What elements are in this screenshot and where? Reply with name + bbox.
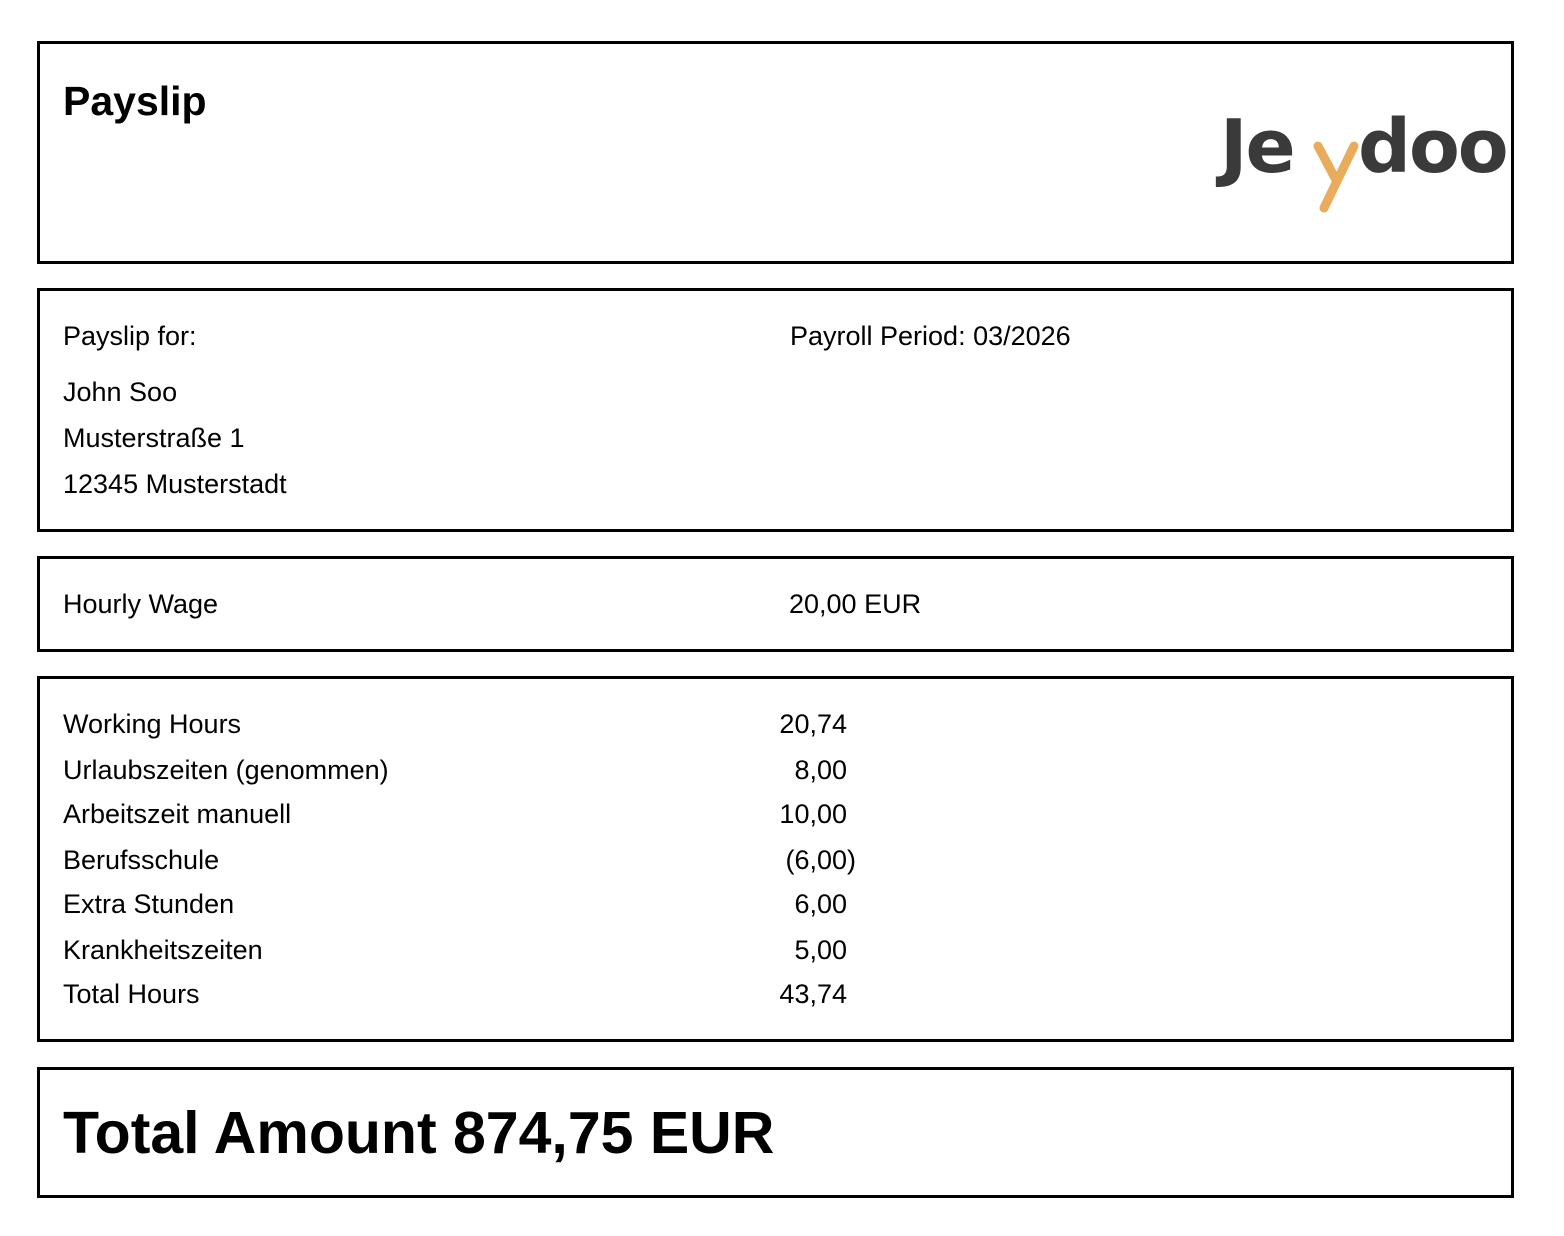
hours-breakdown — [37, 676, 1514, 1042]
hours-row-value: 5,00 — [794, 935, 847, 965]
hours-row-label: Krankheitszeiten — [63, 935, 263, 965]
hours-row-value: (6,00) — [785, 845, 856, 875]
company-logo — [1200, 84, 1507, 224]
svg-text:Je: Je — [1220, 104, 1294, 190]
payslip-for-label: Payslip for: — [63, 321, 197, 351]
hours-row-label: Extra Stunden — [63, 889, 235, 919]
employee-street: Musterstraße 1 — [63, 423, 245, 453]
hours-row-value: 20,74 — [779, 709, 847, 739]
payroll-period: Payroll Period: 03/2026 — [790, 321, 1071, 351]
employee-city: 12345 Musterstadt — [63, 469, 287, 499]
employee-name: John Soo — [63, 377, 178, 407]
hours-row-value: 6,00 — [794, 889, 847, 919]
hourly-wage-section — [37, 556, 1514, 652]
hours-row-value: 10,00 — [779, 799, 847, 829]
hours-row-label: Berufsschule — [63, 845, 220, 875]
total-hours-label: Total Hours — [63, 979, 200, 1009]
total-amount: Total Amount 874,75 EUR — [63, 1100, 775, 1166]
hourly-wage-value: 20,00 EUR — [789, 589, 922, 619]
svg-text:doo: doo — [1358, 104, 1507, 190]
document-title: Payslip — [63, 78, 207, 124]
hours-row-label: Working Hours — [63, 709, 242, 739]
hours-row-value: 8,00 — [794, 755, 847, 785]
employee-info — [37, 288, 1514, 532]
total-hours-value: 43,74 — [779, 979, 847, 1009]
hours-row-label: Urlaubszeiten (genommen) — [63, 755, 389, 785]
hourly-wage-label: Hourly Wage — [63, 589, 219, 619]
payslip-header — [37, 41, 1514, 264]
total-amount-section — [37, 1067, 1514, 1198]
hours-row-label: Arbeitszeit manuell — [63, 799, 292, 829]
